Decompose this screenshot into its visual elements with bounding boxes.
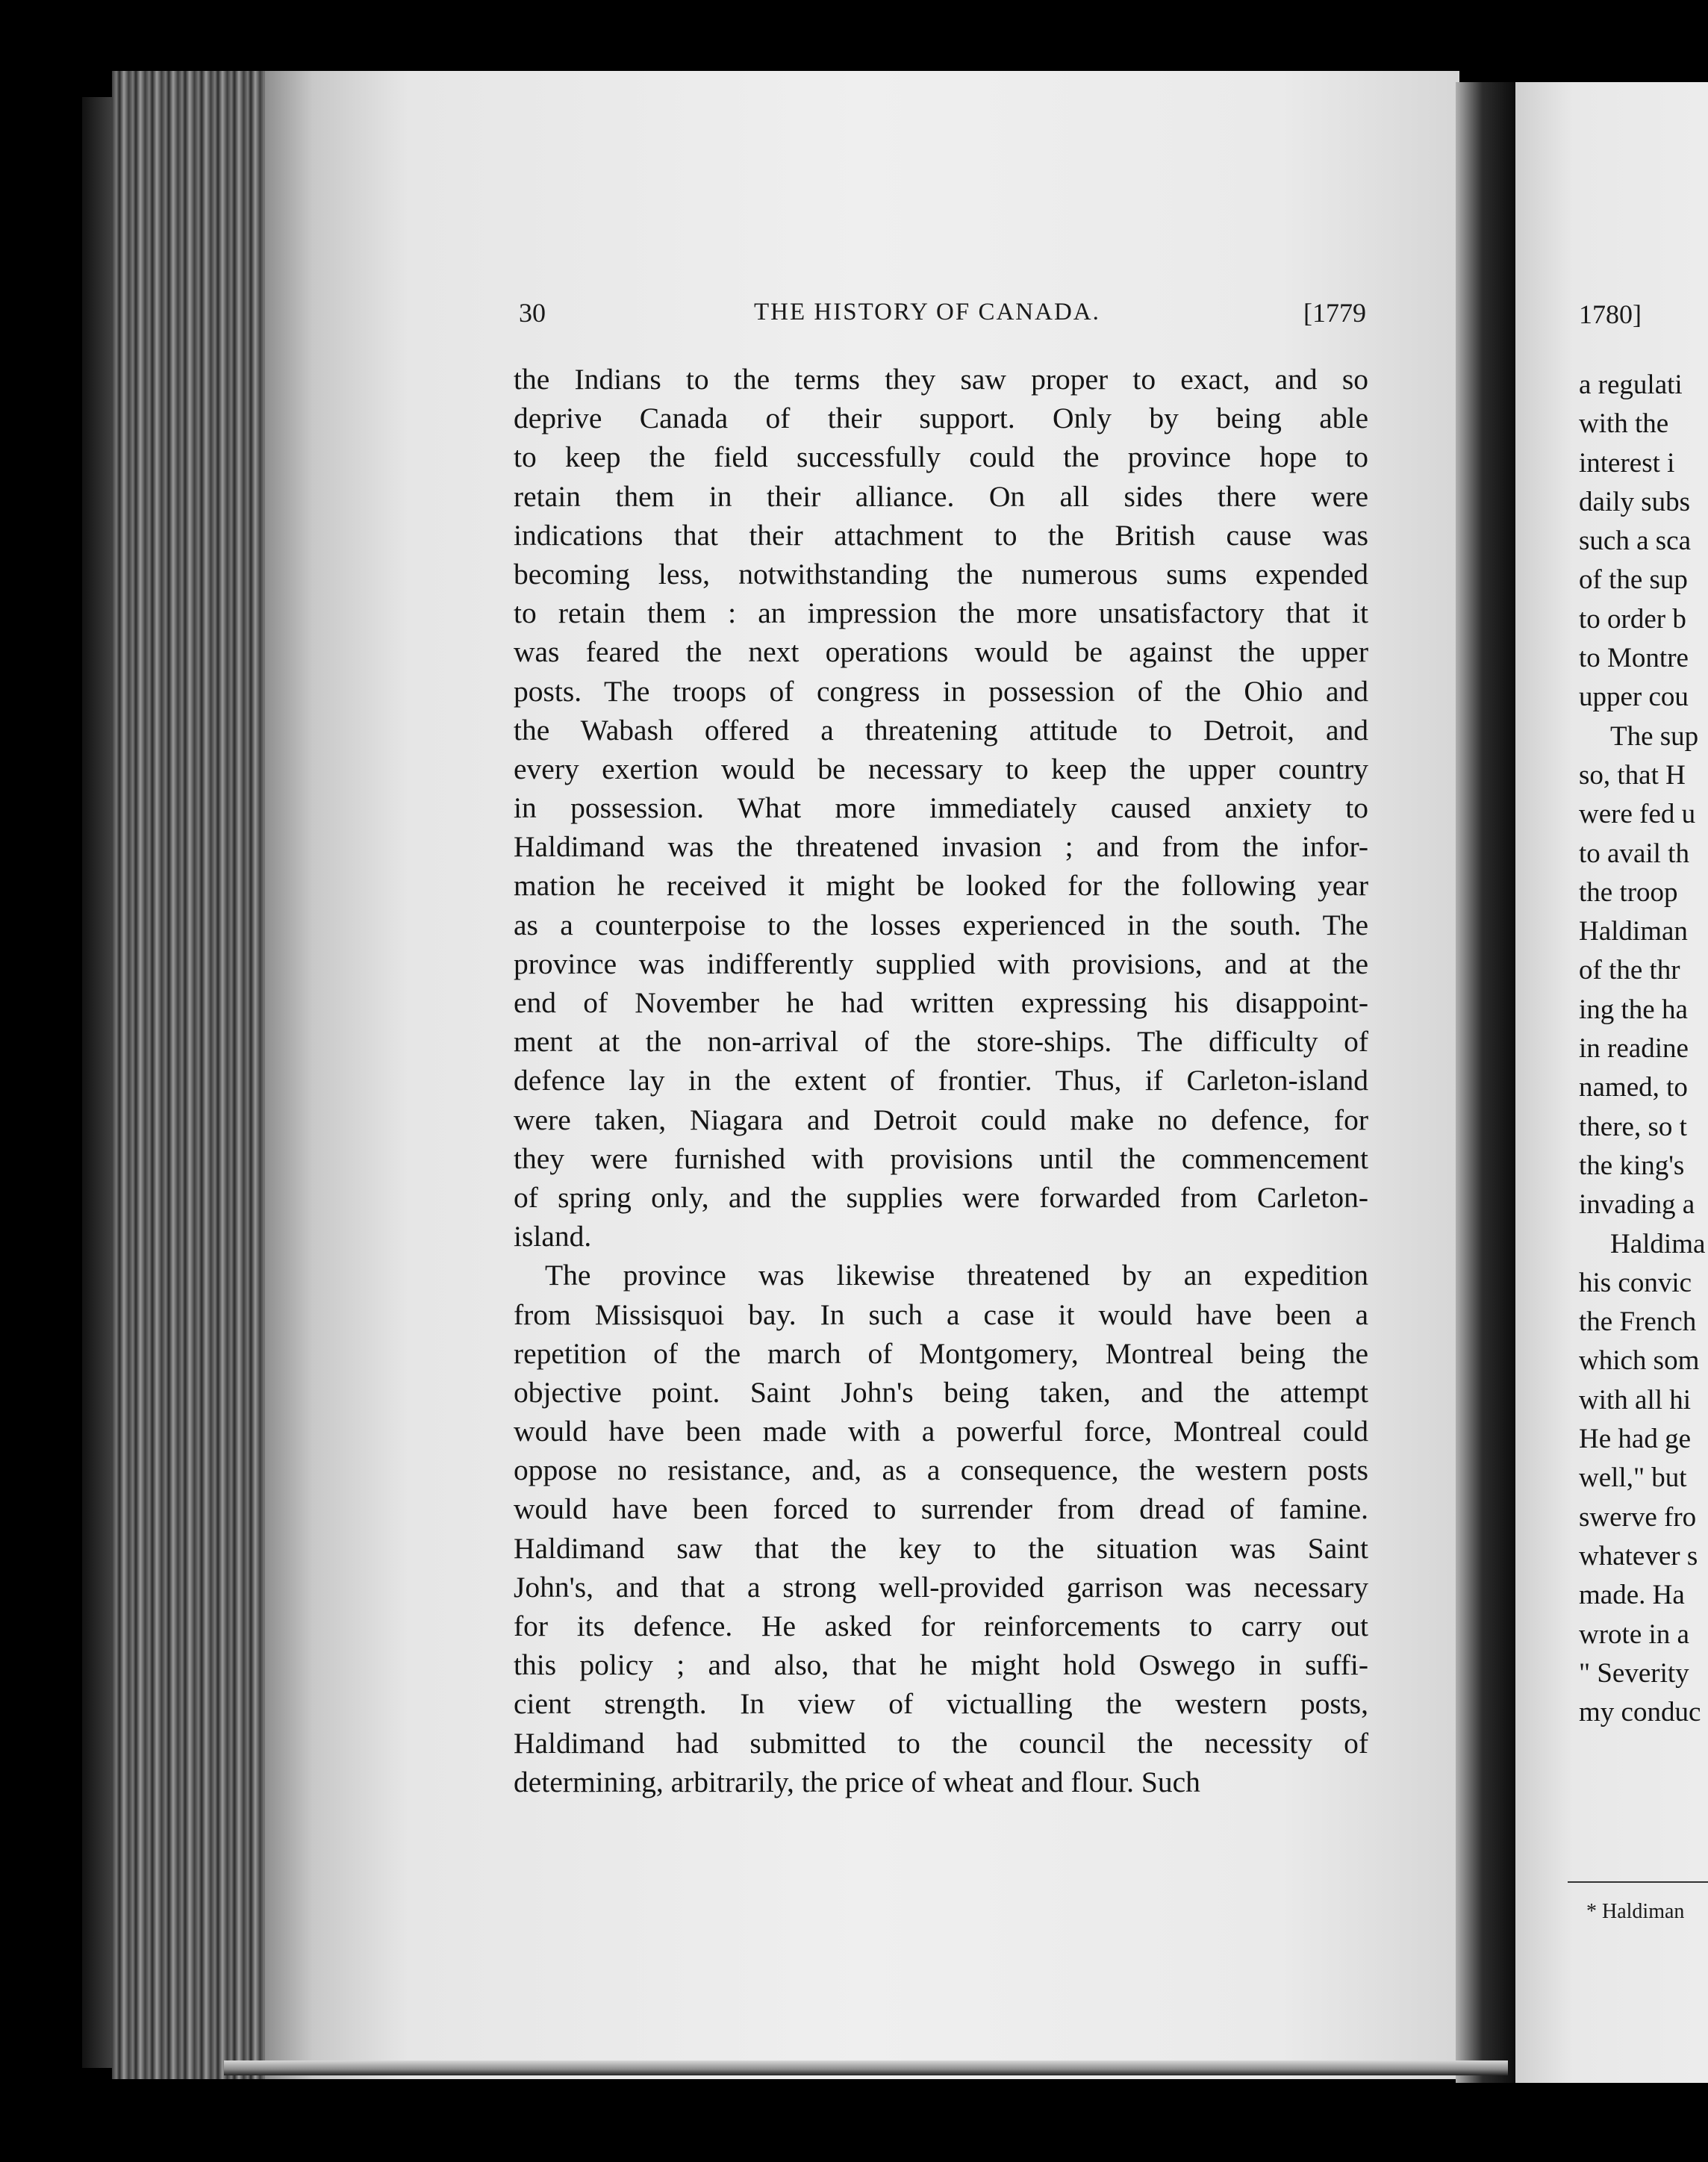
text-line: of spring only, and the supplies were forwarded from Carleton- (514, 1180, 1368, 1214)
right-page-text (1579, 366, 1708, 1732)
text-line: province was indifferently supplied with provisions, and at the (514, 947, 1368, 980)
text-line: island. (514, 1220, 592, 1253)
right-text-line: named, to (1579, 1072, 1688, 1103)
right-text-line: to avail th (1579, 838, 1689, 869)
text-line: posts. The troops of congress in possession of the Ohio and (514, 674, 1368, 708)
text-line: every exertion would be necessary to keep the upper country (514, 752, 1368, 785)
right-text-line: his convic (1579, 1267, 1692, 1298)
text-line: Haldimand saw that the key to the situation was Saint (514, 1531, 1368, 1565)
book-gutter (1456, 82, 1515, 2083)
text-line: would have been made with a powerful force, Montreal could (514, 1415, 1368, 1448)
text-line: from Missisquoi bay. In such a case it would have been a (514, 1297, 1368, 1331)
right-text-line: the troop (1579, 876, 1678, 908)
text-line: ment at the non-arrival of the store-ships. The difficulty of (514, 1025, 1368, 1059)
text-line: in possession. What more immediately caused anxiety to (514, 791, 1368, 825)
right-text-line: wrote in a (1579, 1619, 1689, 1650)
right-text-line: ing the ha (1579, 994, 1688, 1025)
right-text-line: well," but (1579, 1462, 1687, 1494)
right-text-line: which som (1579, 1345, 1700, 1377)
text-line: retain them in their alliance. On all sides there were (514, 479, 1368, 513)
right-text-line: to Montre (1579, 643, 1689, 674)
right-text-line: in readine (1579, 1033, 1689, 1065)
right-page-header-year: 1780] (1579, 299, 1642, 329)
right-text-line: upper cou (1579, 682, 1689, 713)
page-header (519, 297, 1366, 342)
text-line: the Wabash offered a threatening attitude to Detroit, and (514, 713, 1368, 747)
text-line: Haldimand was the threatened invasion ; and from the infor- (514, 830, 1368, 864)
page-number: 30 (519, 298, 546, 328)
text-line: would have been forced to surrender from dread of famine. (514, 1492, 1368, 1526)
text-line: as a counterpoise to the losses experienced in the south. The (514, 908, 1368, 941)
text-line: John's, and that a strong well-provided garrison was necessary (514, 1570, 1368, 1604)
text-line: oppose no resistance, and, as a consequence, the western posts (514, 1454, 1368, 1487)
right-text-line: with the (1579, 408, 1669, 440)
body-text (514, 360, 1368, 1801)
right-text-line: whatever s (1579, 1540, 1698, 1571)
text-line: The province was likewise threatened by an expedition (545, 1259, 1368, 1292)
header-year: [1779 (1303, 298, 1366, 328)
right-text-line: to order b (1579, 603, 1686, 635)
text-line: objective point. Saint John's being taken, and the attempt (514, 1375, 1368, 1409)
right-text-line: there, so t (1579, 1111, 1687, 1142)
text-line: Haldimand had submitted to the council the necessity of (514, 1726, 1368, 1760)
text-line: determining, arbitrarily, the price of wheat and flour. Such (514, 1765, 1200, 1798)
right-text-line: of the thr (1579, 955, 1680, 986)
footnote-rule (1568, 1881, 1708, 1883)
right-text-line: with all hi (1579, 1384, 1692, 1415)
text-line: for its defence. He asked for reinforcements to carry out (514, 1610, 1368, 1642)
right-text-line: Haldima (1610, 1228, 1706, 1259)
text-line: to retain them : an impression the more unsatisfactory that it (514, 596, 1368, 630)
text-line: repetition of the march of Montgomery, Montreal being the (514, 1336, 1368, 1370)
right-text-line: were fed u (1579, 799, 1696, 830)
text-line: becoming less, notwithstanding the numerous sums expended (514, 557, 1368, 591)
right-text-line: swerve fro (1579, 1501, 1697, 1533)
page-stack-edges (112, 71, 269, 2079)
right-text-line: daily subs (1579, 486, 1691, 517)
text-line: were taken, Niagara and Detroit could make no defence, for (514, 1103, 1368, 1136)
right-text-line: the French (1579, 1306, 1697, 1338)
text-line: this policy ; and also, that he might hold Oswego in suffi- (514, 1648, 1368, 1682)
right-text-line: a regulati (1579, 370, 1683, 400)
text-line: mation he received it might be looked for the following year (514, 869, 1368, 903)
page-bottom-edge (224, 2060, 1508, 2075)
right-text-line: Haldiman (1579, 916, 1688, 947)
right-text-line: made. Ha (1579, 1580, 1685, 1611)
right-text-line: of the sup (1579, 564, 1688, 596)
text-line: they were furnished with provisions until the commencement (514, 1141, 1368, 1175)
right-text-line: " Severity (1579, 1657, 1689, 1689)
text-line: end of November he had written expressing his disappoint- (514, 986, 1368, 1019)
right-page-footnote: * Haldiman (1586, 1900, 1685, 1923)
right-text-line: my conduc (1579, 1697, 1701, 1728)
right-text-line: He had ge (1579, 1424, 1691, 1455)
right-text-line: The sup (1610, 720, 1699, 752)
right-text-line: invading a (1579, 1189, 1695, 1221)
text-line: defence lay in the extent of frontier. Thus, if Carleton-island (514, 1064, 1368, 1097)
text-line: indications that their attachment to the British cause was (514, 518, 1368, 552)
right-text-line: the king's (1579, 1150, 1685, 1181)
running-title: THE HISTORY OF CANADA. (754, 299, 1100, 325)
right-text-line: so, that H (1579, 759, 1686, 791)
right-text-line: such a sca (1579, 526, 1691, 557)
text-line: deprive Canada of their support. Only by being able (514, 402, 1368, 435)
text-line: was feared the next operations would be against the upper (514, 635, 1368, 669)
right-text-line: interest i (1579, 447, 1675, 479)
text-line: cient strength. In view of victualling the western posts, (514, 1687, 1368, 1721)
text-line: to keep the field successfully could the province hope to (514, 440, 1368, 474)
text-line: the Indians to the terms they saw proper to exact, and so (514, 363, 1368, 396)
